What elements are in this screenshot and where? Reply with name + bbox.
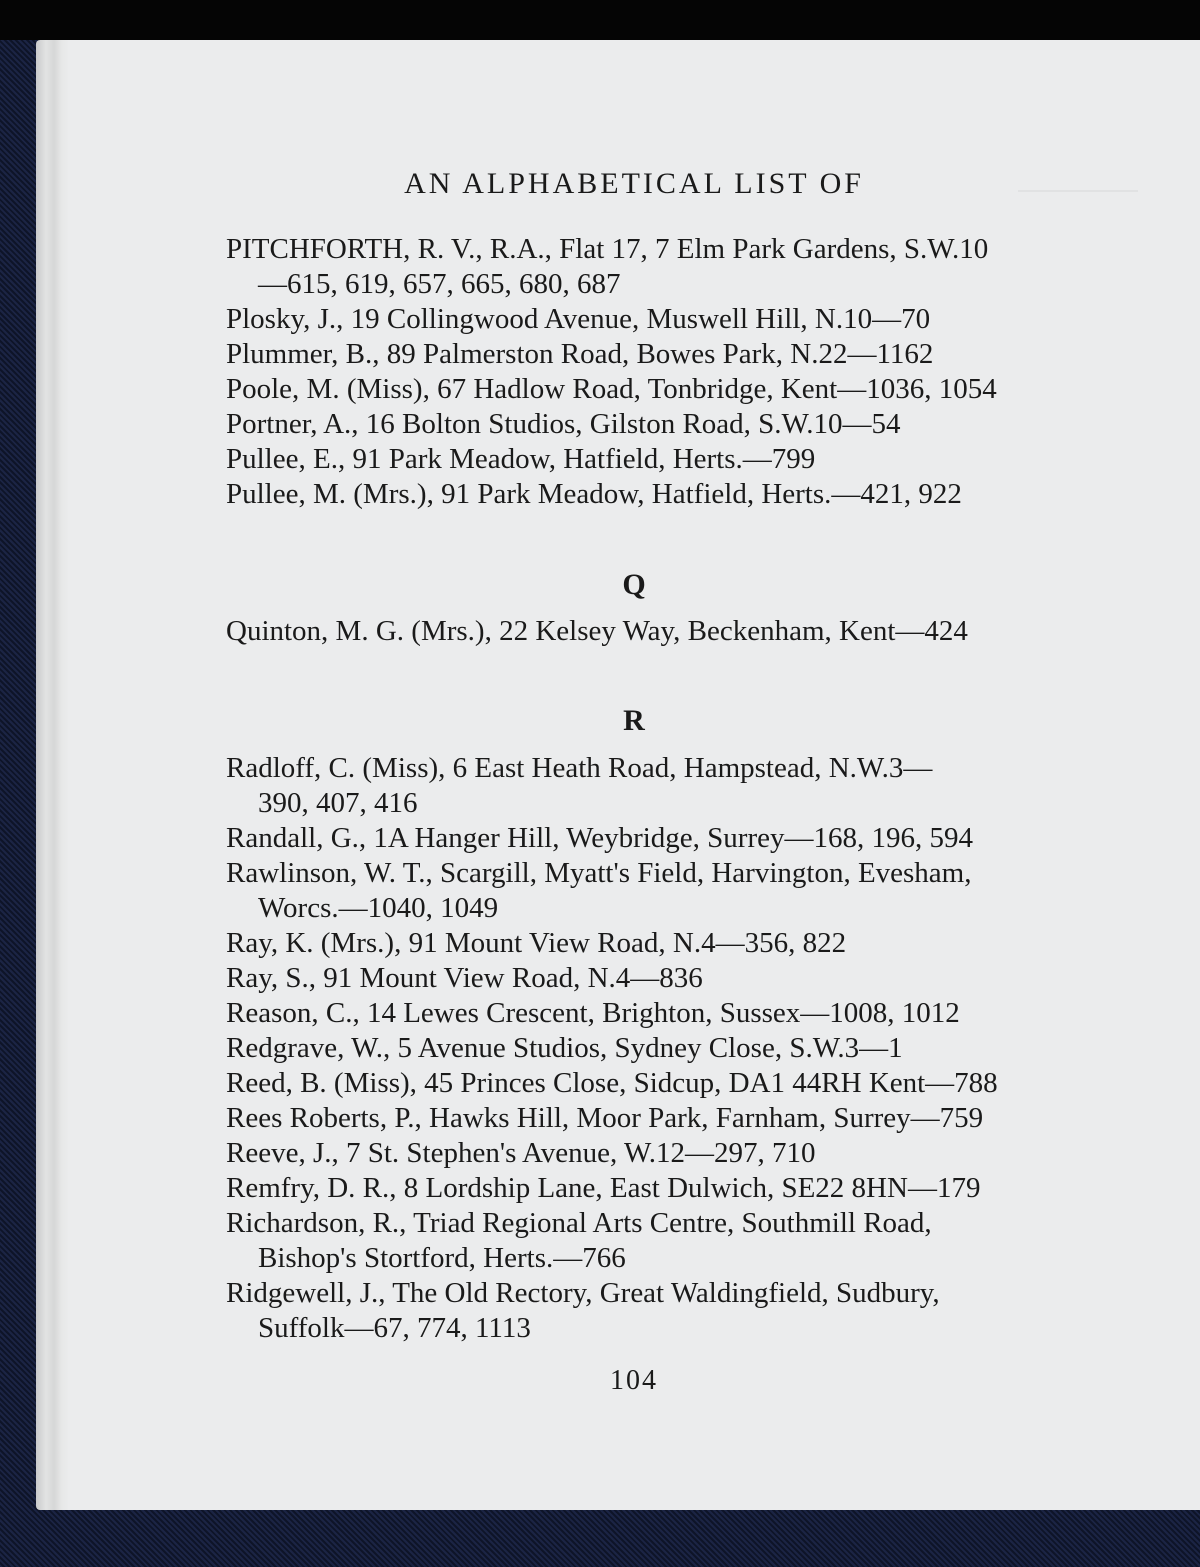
list-entry [226,821,1166,856]
list-entry [226,372,1166,407]
list-entry [226,1206,1166,1276]
list-entry [226,1101,1166,1136]
entry-line: Quinton, M. G. (Mrs.), 22 Kelsey Way, Beckenham, Kent—424 [226,615,968,647]
entry-line: Rees Roberts, P., Hawks Hill, Moor Park, Farnham, Surrey—759 [226,1102,984,1134]
list-entry [226,302,1166,337]
list-entry [226,1276,1166,1346]
list-entry [226,996,1166,1031]
page-heading: AN ALPHABETICAL LIST OF [404,167,864,200]
entry-line: Reeve, J., 7 St. Stephen's Avenue, W.12—297, 710 [226,1137,816,1169]
entry-line: Randall, G., 1A Hanger Hill, Weybridge, Surrey—168, 196, 594 [226,822,973,854]
background-band [0,0,1200,40]
entry-line: Reed, B. (Miss), 45 Princes Close, Sidcup, DA1 44RH Kent—788 [226,1067,998,1099]
list-entry [226,926,1166,961]
list-entry [226,407,1166,442]
section-letter-q: Q [622,568,646,601]
list-entry [226,614,1166,649]
section-letter-r: R [623,704,645,737]
entry-continuation: 390, 407, 416 [258,787,418,819]
list-entry [226,232,1166,302]
entry-line: Ridgewell, J., The Old Rectory, Great Waldingfield, Sudbury, [226,1277,940,1309]
page-number: 104 [610,1365,658,1396]
entry-line: PITCHFORTH, R. V., R.A., Flat 17, 7 Elm Park Gardens, S.W.10 [226,233,989,265]
entry-line: Radloff, C. (Miss), 6 East Heath Road, Hampstead, N.W.3— [226,752,933,784]
entry-line: Ray, K. (Mrs.), 91 Mount View Road, N.4—356, 822 [226,927,847,959]
entry-line: Poole, M. (Miss), 67 Hadlow Road, Tonbridge, Kent—1036, 1054 [226,373,997,405]
list-entry [226,751,1166,821]
list-entry [226,442,1166,477]
list-entry [226,337,1166,372]
entry-line: Reason, C., 14 Lewes Crescent, Brighton, Sussex—1008, 1012 [226,997,960,1029]
list-entry [226,477,1166,512]
book-page [68,40,1200,1510]
entry-continuation: Worcs.—1040, 1049 [258,892,499,924]
entry-line: Pullee, E., 91 Park Meadow, Hatfield, Herts.—799 [226,443,816,475]
list-entry [226,1171,1166,1206]
entry-continuation: Bishop's Stortford, Herts.—766 [258,1242,626,1274]
list-entry [226,1066,1166,1101]
list-entry [226,856,1166,926]
list-entry [226,961,1166,996]
list-entry [226,1136,1166,1171]
list-entry [226,1031,1166,1066]
entry-line: Pullee, M. (Mrs.), 91 Park Meadow, Hatfield, Herts.—421, 922 [226,478,962,510]
entry-line: Richardson, R., Triad Regional Arts Centre, Southmill Road, [226,1207,932,1239]
entry-line: Plummer, B., 89 Palmerston Road, Bowes Park, N.22—1162 [226,338,934,370]
entry-continuation: —615, 619, 657, 665, 680, 687 [258,268,621,300]
entry-line: Rawlinson, W. T., Scargill, Myatt's Field, Harvington, Evesham, [226,857,972,889]
entry-line: Ray, S., 91 Mount View Road, N.4—836 [226,962,703,994]
entry-line: Remfry, D. R., 8 Lordship Lane, East Dulwich, SE22 8HN—179 [226,1172,981,1204]
entry-continuation: Suffolk—67, 774, 1113 [258,1312,531,1344]
entry-line: Portner, A., 16 Bolton Studios, Gilston Road, S.W.10—54 [226,408,901,440]
book-cover-bottom [0,1510,1200,1567]
entry-line: Plosky, J., 19 Collingwood Avenue, Muswell Hill, N.10—70 [226,303,931,335]
entry-line: Redgrave, W., 5 Avenue Studios, Sydney Close, S.W.3—1 [226,1032,903,1064]
